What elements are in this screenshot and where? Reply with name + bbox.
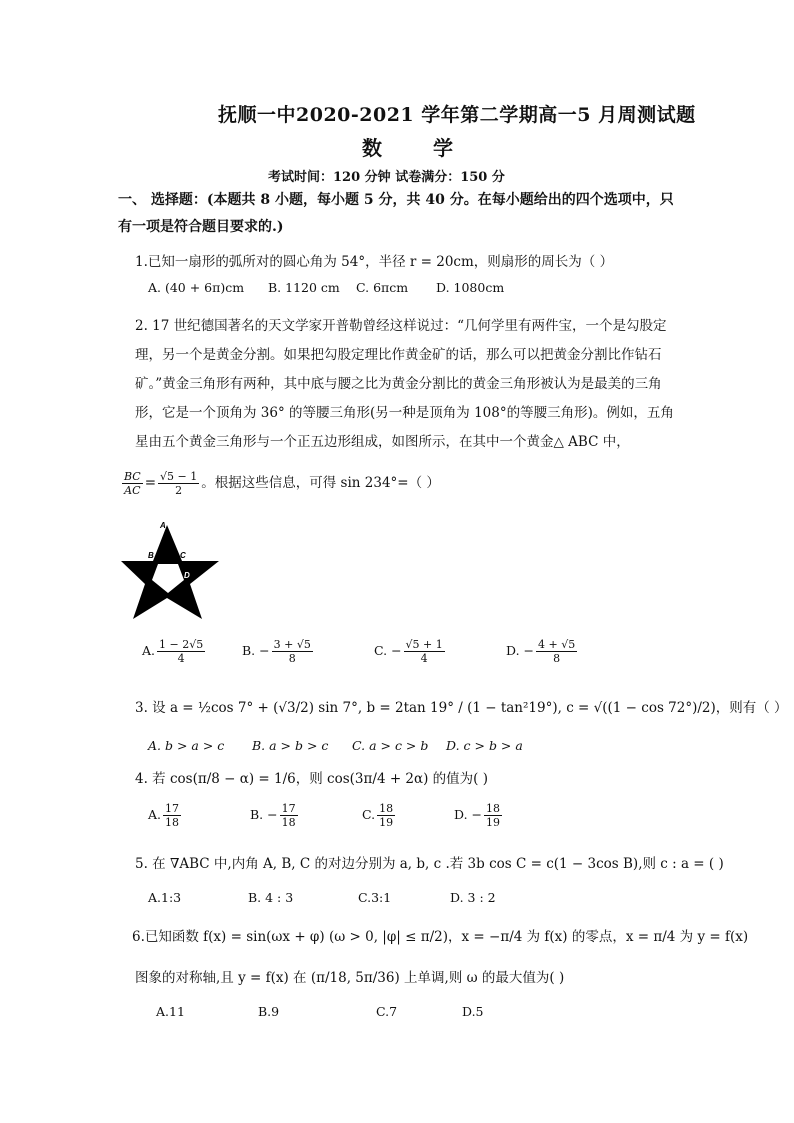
q5-option-a: A.1:3 [148,890,182,905]
q2-option-c: C. − $\frac{√5 + 1}{4}$ [374,638,443,665]
q6-option-b: B.9 [258,1004,280,1019]
q2-ratio-line: $\frac{BC}{AC}$ = $\frac{√5 - 1}{2}$ 。根据这些信息，可得 sin 234°=（ ） [124,470,440,497]
q6-option-c: C.7 [376,1004,398,1019]
q2-option-b: B. − $\frac{3 + √5}{8}$ [242,638,311,665]
q1-option-a: A. (40 + 6π)cm [148,280,245,295]
q3-option-c: C. a > c > b [352,738,429,753]
q1-stem: 1.已知一扇形的弧所对的圆心角为 54°，半径 r = 20cm，则扇形的周长为（ ） [135,254,614,270]
q1-option-d: D. 1080cm [436,280,505,295]
q5-option-d: D. 3 : 2 [450,890,496,905]
star-label-b: B [148,551,154,560]
q5-option-c: C.3:1 [358,890,392,905]
star-label-a: A [160,521,166,530]
q6-line2: 图象的对称轴,且 y = f(x) 在 (π/18, 5π/36) 上单调,则 ω 的最大值为( ) [135,970,565,986]
section-heading: 一、 选择题：(本题共 8 小题，每小题 5 分，共 40 分。在每小题给出的四个选项中，只有一项是符合题目要求的.) [118,192,674,235]
q2-option-d: D. − $\frac{4 + √5}{8}$ [506,638,576,665]
exam-title: 抚顺一中2020-2021 学年第二学期高一5 月周测试题 [218,104,696,126]
q2-ratio-left: $\frac{BC}{AC}$ [124,470,141,497]
star-label-c: C [180,551,186,560]
q3-option-b: B. a > b > c [252,738,329,753]
q2-ratio-tail: 。根据这些信息，可得 sin 234°=（ ） [201,475,440,491]
q4-option-b: B. − $\frac{17}{18}$ [250,802,296,829]
subject-title: 数 学 [362,136,475,160]
q5-stem: 5. 在 ∇ABC 中,内角 A, B, C 的对边分别为 a, b, c .若 3b cos C = c(1 − 3cos B),则 c : a = ( ) [135,856,724,872]
q6-option-d: D.5 [462,1004,484,1019]
q6-option-a: A.11 [156,1004,185,1019]
q2-ratio-right: $\frac{√5 - 1}{2}$ [160,470,198,497]
q2-paragraph: 2. 17 世纪德国著名的天文学家开普勒曾经这样说过：“几何学里有两件宝，一个是勾股定理，另一个是黄金分割。如果把勾股定理比作黄金矿的话，那么可以把黄金分割比作钻石矿。”黄金三角形有两种，其中底与腰之比为黄金分割比的黄金三角形被认为是最美的三角形，它是一个顶角为 36° 的等腰三角形(另一种是顶角为 108°的等腰三角形)。例如，五角星由五个黄金三角形与一个正五边形组成，如图所示，在其中一个黄金△ ABC 中， [135,318,674,450]
pentagram-figure [118,518,220,620]
q4-option-c: C. $\frac{18}{19}$ [362,802,394,829]
q1-option-b: B. 1120 cm [268,280,340,295]
q4-option-a: A. $\frac{17}{18}$ [148,802,180,829]
star-label-d: D [184,571,190,580]
q4-option-d: D. − $\frac{18}{19}$ [454,802,500,829]
q3-option-d: D. c > b > a [446,738,523,753]
q6-line1: 6.已知函数 f(x) = sin(ωx + φ) (ω > 0, |φ| ≤ π/2)，x = −π/4 为 f(x) 的零点，x = π/4 为 y = f(x) [132,929,749,945]
exam-info: 考试时间：120 分钟 试卷满分：150 分 [268,170,505,185]
q2-option-a: A. $\frac{1 - 2√5}{4}$ [142,638,204,665]
q5-option-b: B. 4 : 3 [248,890,294,905]
q4-stem: 4. 若 cos(π/8 − α) = 1/6，则 cos(3π/4 + 2α) 的值为( ) [135,771,489,787]
q3-option-a: A. b > a > c [148,738,225,753]
q1-option-c: C. 6πcm [356,280,409,295]
q3-stem: 3. 设 a = ½cos 7° + (√3/2) sin 7°, b = 2tan 19° / (1 − tan²19°), c = √((1 − cos 72°)/2)，则有（ ） [135,700,788,716]
